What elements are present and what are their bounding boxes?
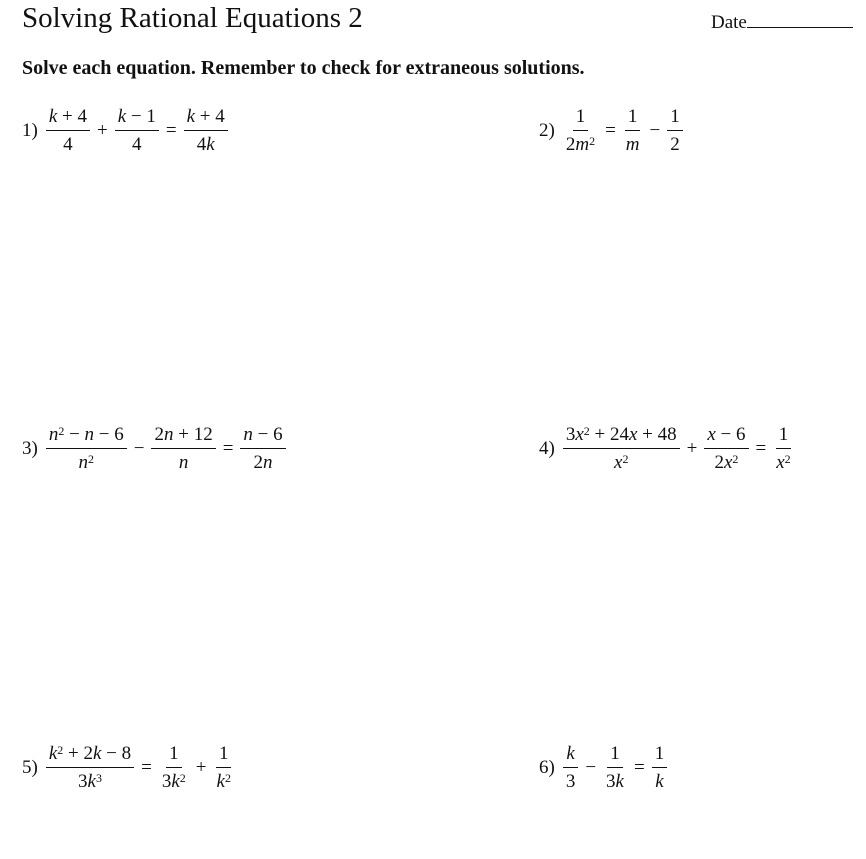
fraction: $\frac{1}{k^2}$ bbox=[216, 743, 231, 792]
fraction: $\frac{x - 6}{2x^2}$ bbox=[704, 424, 748, 474]
problem-2: 2) $\frac{1}{2m^2}$ = $\frac{1}{m}$ − $\frac{1}{2}$ bbox=[539, 106, 685, 156]
problem-number: 4) bbox=[539, 438, 555, 459]
problem-number: 3) bbox=[22, 438, 38, 459]
date-label: Date bbox=[711, 12, 747, 33]
fraction: $\frac{2n + 12}{n}$ bbox=[151, 424, 215, 474]
problem-number: 1) bbox=[22, 120, 38, 141]
fraction: $\frac{n^2 - n - 6}{n^2}$ bbox=[46, 424, 127, 474]
fraction: $\frac{k - 1}{4}$ bbox=[115, 106, 159, 156]
problem-number: 5) bbox=[22, 757, 38, 778]
date-blank-line bbox=[747, 10, 853, 28]
fraction: $\frac{1}{x^2}$ bbox=[776, 424, 791, 473]
instructions: Solve each equation. Remember to check for extraneous solutions. bbox=[22, 57, 585, 79]
fraction: $\frac{1}{2m^2}$ bbox=[565, 106, 596, 155]
fraction: $\frac{1}{2}$ bbox=[667, 106, 683, 156]
fraction: $\frac{n - 6}{2n}$ bbox=[240, 424, 285, 474]
problem-6: 6) $\frac{k}{3}$ − $\frac{1}{3k}$ = $\frac{1}{k}$ bbox=[539, 743, 669, 793]
problem-4: 4) $\frac{3x^2 + 24x + 48}{x^2}$ + $\frac{x - 6}{2x^2}$ = $\frac{1}{x^2}$ bbox=[539, 424, 796, 474]
fraction: $\frac{3x^2 + 24x + 48}{x^2}$ bbox=[563, 424, 680, 474]
problem-number: 6) bbox=[539, 757, 555, 778]
date-field bbox=[711, 10, 853, 34]
fraction: $\frac{k^2 + 2k - 8}{3k^3}$ bbox=[46, 743, 134, 793]
fraction: $\frac{1}{k}$ bbox=[652, 743, 668, 793]
problem-1: 1) $\frac{k + 4}{4}$ + $\frac{k - 1}{4}$ = $\frac{k + 4}{4k}$ bbox=[22, 106, 230, 156]
fraction: $\frac{k}{3}$ bbox=[563, 743, 579, 793]
problem-3: 3) $\frac{n^2 - n - 6}{n^2}$ − $\frac{2n + 12}{n}$ = $\frac{n - 6}{2n}$ bbox=[22, 424, 288, 474]
worksheet-title: Solving Rational Equations 2 bbox=[22, 2, 363, 34]
problem-5: 5) $\frac{k^2 + 2k - 8}{3k^3}$ = $\frac{1}{3k^2}$ + $\frac{1}{k^2}$ bbox=[22, 743, 236, 793]
fraction: $\frac{k + 4}{4k}$ bbox=[184, 106, 228, 156]
fraction: $\frac{k + 4}{4}$ bbox=[46, 106, 90, 156]
problem-number: 2) bbox=[539, 120, 555, 141]
fraction: $\frac{1}{3k^2}$ bbox=[161, 743, 186, 792]
fraction: $\frac{1}{m}$ bbox=[625, 106, 640, 155]
fraction: $\frac{1}{3k}$ bbox=[606, 743, 624, 792]
